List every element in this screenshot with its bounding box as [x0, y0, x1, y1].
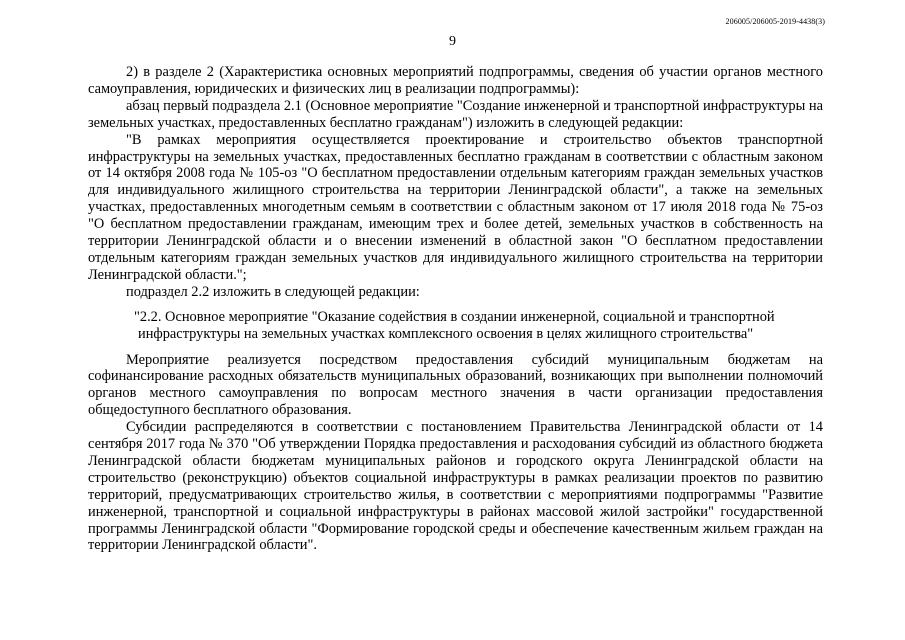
paragraph-quoted-text: "В рамках мероприятия осуществляется проектирование и строительство объектов транспортной инфраструктуры на земельных участках, предоставленных бесплатно гражданам в соответствии с областным законом от 14 октября 2008 года № 105-оз "О бесплатном предоставлении отдельным категориям граждан земельных участков для индивидуального жилищного строительства на территории Ленинградской области", а также на земельных участках, предоставленных многодетным семьям в соответствии с областным законом от 17 июля 2018 года № 75-оз "О бесплатном предоставлении гражданам, имеющим трех и более детей, земельных участков в собственность на территории Ленинградской области и о внесении изменений в областной закон "О бесплатном предоставлении отдельным категориям граждан земельных участков для индивидуального жилищного строительства на территории Ленинградской области."; — [88, 131, 823, 283]
paragraph-measure-description: Мероприятие реализуется посредством предоставления субсидий муниципальным бюджетам на софинансирование расходных обязательств муниципальных образований, возникающих при выполнении полномочий органов местного самоуправления по вопросам местного значения в части организации предоставления общедоступного бесплатного образования. — [88, 351, 823, 419]
document-code: 206005/206005-2019-4438(3) — [725, 17, 825, 26]
paragraph-section-2: 2) в разделе 2 (Характеристика основных мероприятий подпрограммы, сведения об участии органов местного самоуправления, юридических и физических лиц в реализации подпрограммы): — [88, 64, 823, 97]
paragraph-subsidies: Субсидии распределяются в соответствии с постановлением Правительства Ленинградской области от 14 сентября 2017 года № 370 "Об утверждении Порядка предоставления и расходования субсидий из областного бюджета Ленинградской области бюджетам муниципальных районов и городского округа Ленинградской области на строительство (реконструкцию) объектов социальной инфраструктуры в рамках реализации проектов по развитию территорий, предусматривающих строительство жилья, в соответствии с мероприятиями подпрограммы "Развитие инженерной, транспортной и социальной инфраструктуры в районах массовой жилой застройки" государственной программы Ленинградской области "Формирование городской среды и обеспечение качественным жильем граждан на территории Ленинградской области". — [88, 419, 823, 554]
paragraph-subsection-2-1: абзац первый подраздела 2.1 (Основное мероприятие "Создание инженерной и транспортной инфраструктуры на земельных участках, предоставленных бесплатно гражданам") изложить в следующей редакции: — [88, 97, 823, 131]
subsection-heading — [88, 309, 823, 343]
paragraph-subsection-2-2: подраздел 2.2 изложить в следующей редакции: — [126, 283, 420, 300]
heading-line-2: инфраструктуры на земельных участках комплексного освоения в целях жилищного строительства" — [138, 325, 754, 342]
document-body — [88, 64, 823, 554]
page-number: 9 — [449, 34, 456, 49]
heading-line-1: "2.2. Основное мероприятие "Оказание содействия в создании инженерной, социальной и транспортной — [134, 308, 775, 325]
